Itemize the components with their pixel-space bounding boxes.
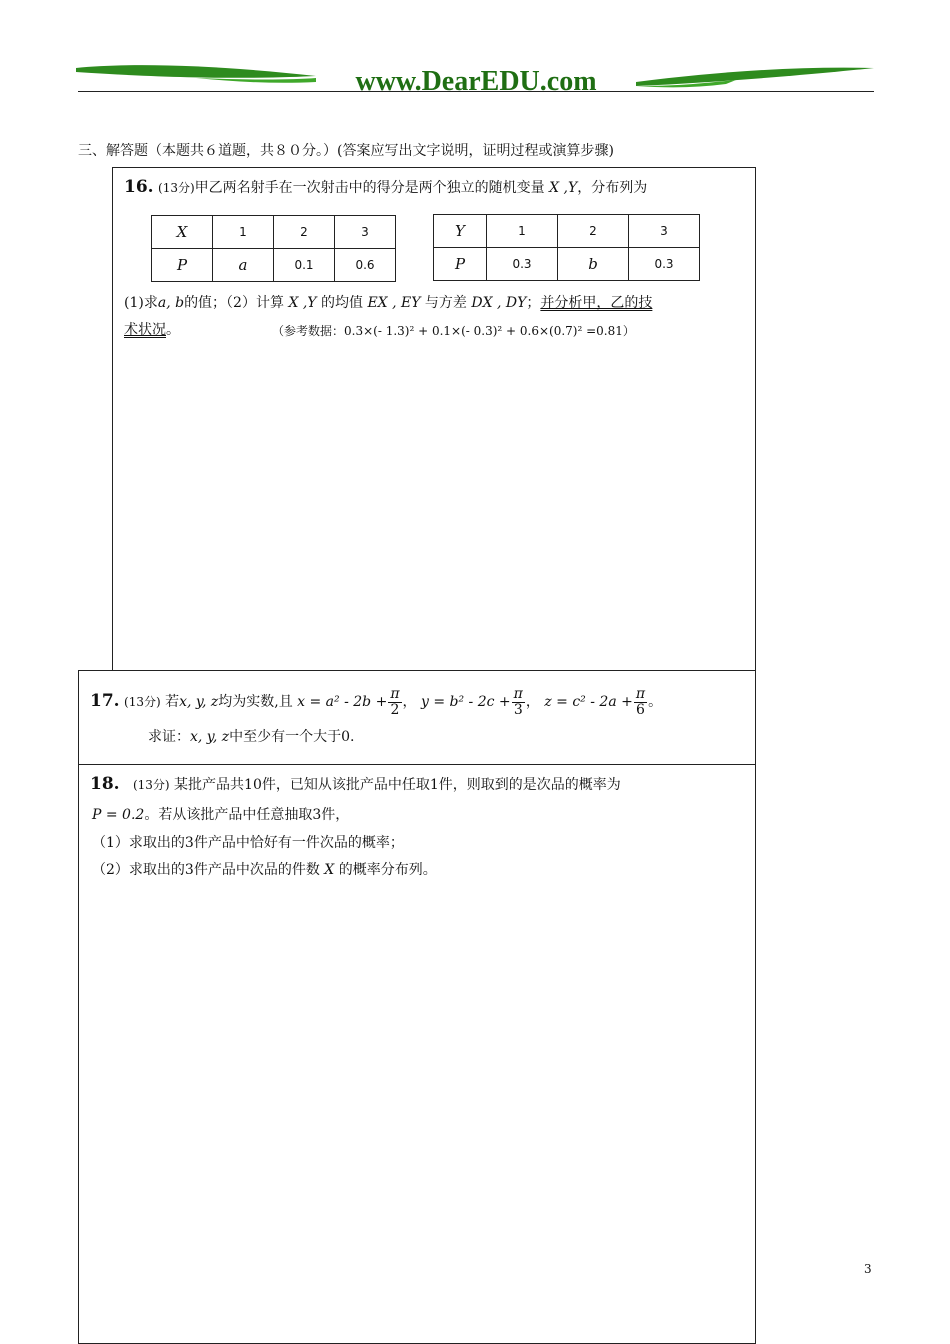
page-number: 3 [864,1262,872,1276]
q16-part2-a: 的均值 [321,295,363,311]
table-cell: P [434,248,487,281]
table-y-header-row [434,215,700,248]
q18-part2-b: 的概率分布列。 [338,862,437,878]
q17-eq2: y = b² - 2c + [420,694,511,710]
q18-line1 [90,774,621,795]
q16-part2-vars1: X ,Y [288,295,317,311]
q17-frac1: $\frac{\pi}{2}$ [390,685,400,718]
q17-text-b: 均为实数,且 [218,694,293,710]
q18-part2 [92,860,437,880]
section-heading: 三、解答题（本题共６道题，共８０分。）(答案应写出文字说明，证明过程或演算步骤) [78,143,614,159]
table-cell: 0.6 [335,249,396,282]
q17-end: 。 [648,694,663,710]
q18-number: 18. [90,774,120,794]
table-cell: 1 [213,216,274,249]
table-cell: Y [434,215,487,248]
q16-part1-b: 的值；（2）计算 [184,295,284,311]
q18-line1-text: 某批产品共10件，已知从该批产品中任取1件，则取到的是次品的概率为 [174,777,621,793]
distribution-table-x [151,215,396,282]
q16-stem-line [124,177,647,198]
table-cell: 2 [558,215,629,248]
q17-prove-a: 求证： [148,729,190,745]
q16-number: 16. [124,177,154,197]
q16-part2-vars2: EX , EY [367,295,421,311]
q16-part2-underlined-b: 术状况 [124,322,166,338]
distribution-table-y [433,214,700,281]
q17-frac3: $\frac{\pi}{6}$ [635,685,646,718]
q16-stem-tail: ，分布列为 [577,180,648,196]
q18-part2-var: X [324,862,335,878]
q16-part2-b: 与方差 [424,295,467,311]
table-cell: 1 [487,215,558,248]
q16-parts-line-2 [124,320,180,340]
q17-eq3: z = c² - 2a + [544,694,633,710]
q17-prove-line [148,727,354,747]
q17-sep2: ， [525,694,540,710]
q17-number: 17. [90,691,120,711]
q16-part2-underlined-a: 并分析甲，乙的技 [540,295,653,311]
q16-part2-vars3: DX , DY [471,295,527,311]
q16-reference-data: （参考数据：0.3×(- 1.3)² + 0.1×(- 0.3)² + 0.6×(0.7)² =0.81） [272,324,635,338]
q18-line2-text: 。若从该批产品中任意抽取3件， [144,807,350,823]
table-cell: 0.3 [629,248,700,281]
q17-text-a: 若 [165,694,180,710]
q16-points: (13分) [158,181,195,195]
q17-points: (13分) [124,695,161,709]
q18-line2-math: P = 0.2 [92,807,145,823]
table-cell: 3 [335,216,396,249]
table-cell: 0.3 [487,248,558,281]
q17-sep1: ， [402,694,417,710]
q18-part2-a: （2）求取出的3件产品中次品的件数 [92,862,320,878]
q18-part1: （1）求取出的3件产品中恰好有一件次品的概率； [92,835,404,851]
q17-vars: x, y, z [179,694,219,710]
table-cell: 2 [274,216,335,249]
table-cell: b [558,248,629,281]
left-swoosh-tail [196,78,316,83]
table-cell: a [213,249,274,282]
q17-stem-line [90,684,662,719]
header-rule [78,91,874,92]
logo-text: www.DearEDU.com [355,66,597,97]
header-logo [76,58,874,98]
table-x-header-row [152,216,396,249]
table-cell: X [152,216,213,249]
q18-line2 [92,805,349,825]
q18-points: (13分) [132,778,170,792]
q17-prove-vars: x, y, z [190,729,230,745]
q16-part2-c: ； [526,295,541,311]
table-cell: 0.1 [274,249,335,282]
q17-eq1: x = a² - 2b + [297,694,388,710]
q17-prove-b: 中至少有一个大于0. [229,729,355,745]
right-swoosh [636,68,874,86]
table-x-prob-row [152,249,396,282]
table-cell: P [152,249,213,282]
q16-stem-vars: X ,Y [549,180,578,196]
q17-frac2: $\frac{\pi}{3}$ [513,685,523,718]
q16-parts-line [124,293,652,313]
left-swoosh [76,65,316,78]
q16-part2-end: 。 [166,322,180,338]
q16-part1-a: (1)求 [124,295,158,311]
table-cell: 3 [629,215,700,248]
q16-part1-vars: a, b [157,295,185,311]
table-y-prob-row [434,248,700,281]
q16-stem: 甲乙两名射手在一次射击中的得分是两个独立的随机变量 [194,180,545,196]
